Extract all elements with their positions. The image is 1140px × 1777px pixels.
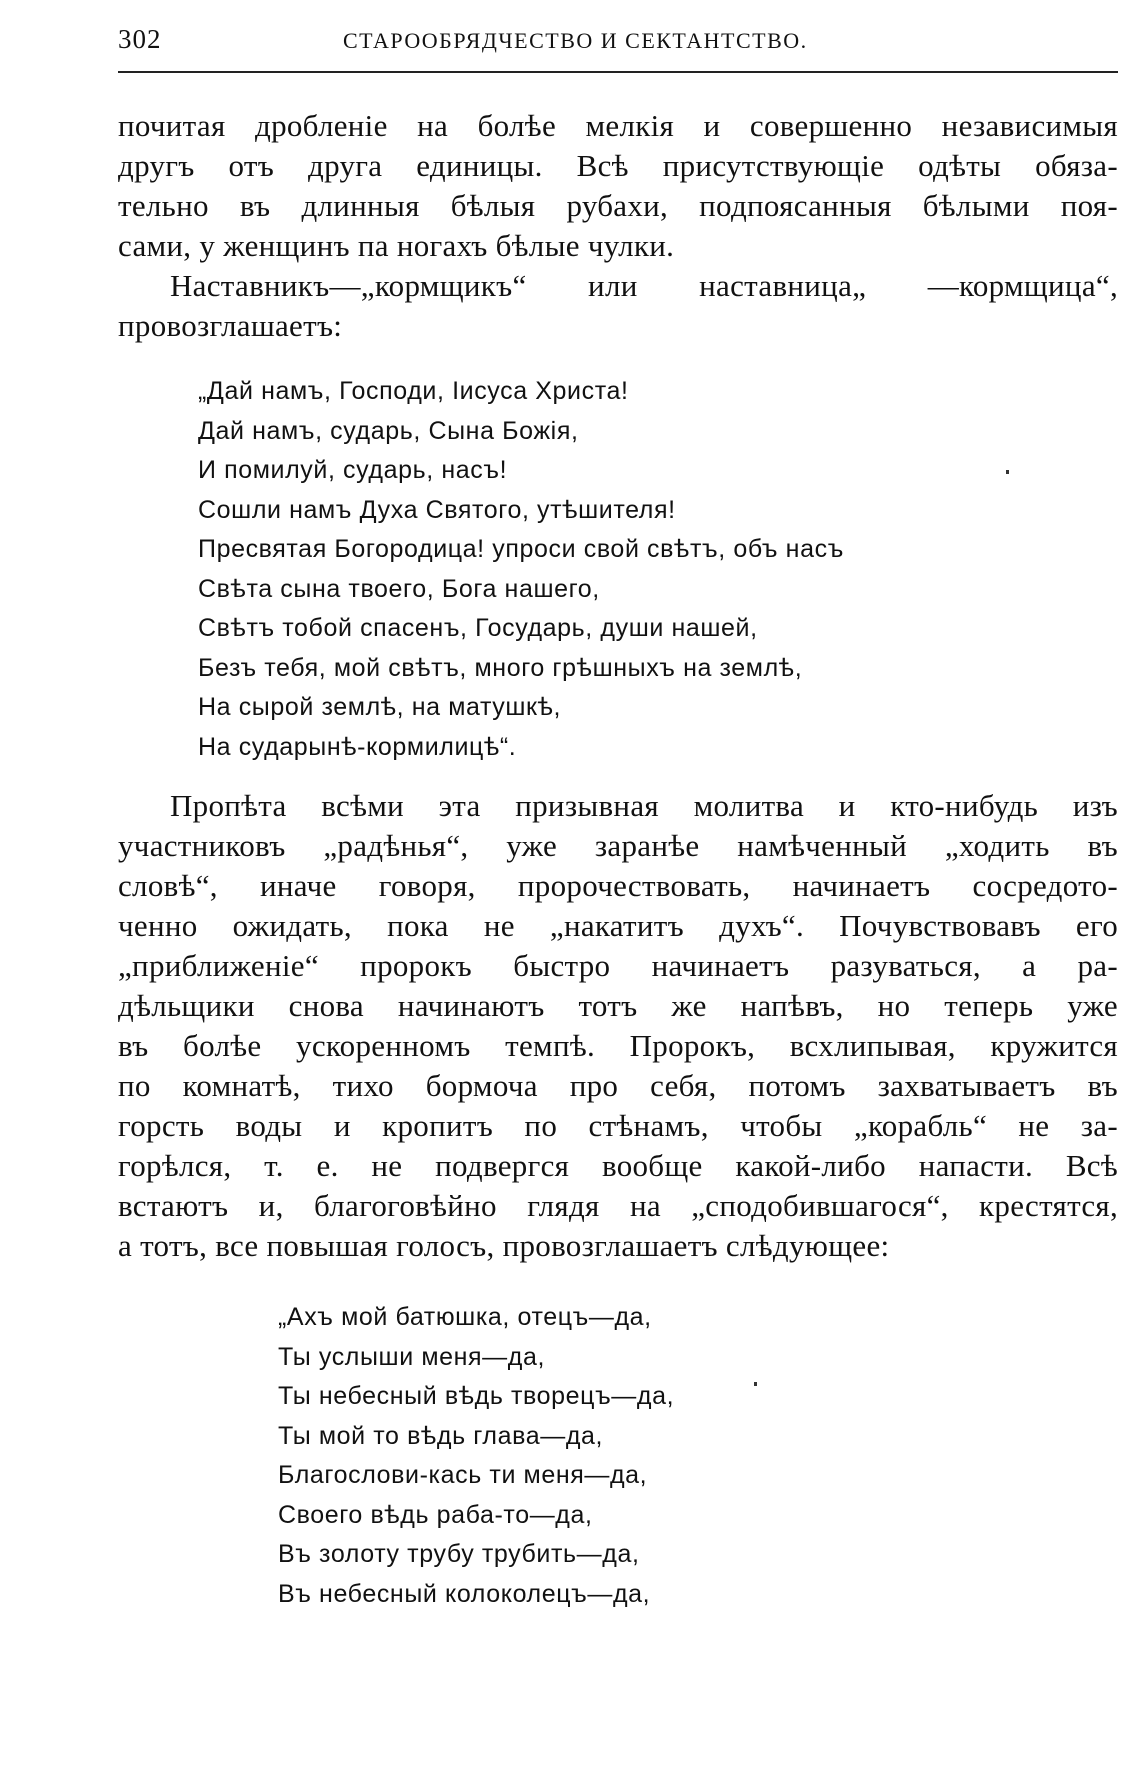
paragraph-3-line: встаютъ и, благоговѣйно глядя на „сподобившагося“, крестятся, <box>118 1188 1118 1223</box>
paragraph-3-line: словѣ“, иначе говоря, пророчествовать, начинаетъ сосредото- <box>118 868 1118 903</box>
verse-2-line: „Ахъ мой батюшка, отецъ—да, <box>278 1303 652 1331</box>
verse-2-line: Въ небесный колоколецъ—да, <box>278 1579 651 1608</box>
verse-2-line: Своего вѣдь раба-то—да, <box>278 1500 593 1529</box>
page-header <box>118 24 1118 64</box>
paragraph-3-line: въ болѣе ускоренномъ темпѣ. Пророкъ, всхлипывая, кружится <box>118 1028 1118 1063</box>
paragraph-3-line: „приближеніе“ пророкъ быстро начинаетъ разуваться, а ра- <box>118 948 1118 983</box>
paragraph-2-line: Наставникъ—„кормщикъ“ или наставница„ —кормщица“, <box>170 268 1118 303</box>
verse-block-2 <box>278 1298 674 1614</box>
verse-1-line: Безъ тебя, мой свѣтъ, много грѣшныхъ на землѣ, <box>198 653 803 682</box>
verse-1-line: Свѣта сына твоего, Бога нашего, <box>198 574 600 603</box>
verse-1-line: И помилуй, сударь, насъ! <box>198 456 508 484</box>
paragraph-3-line: горѣлся, т. е. не подвергся вообще какой-либо напасти. Всѣ <box>118 1148 1118 1183</box>
verse-2-line: Ты мой то вѣдь глава—да, <box>278 1421 604 1450</box>
paragraph-3-line: по комнатѣ, тихо бормоча про себя, потомъ захватываетъ въ <box>118 1068 1118 1103</box>
paragraph-1-line: почитая дробленіе на болѣе мелкія и совершенно независимыя <box>118 108 1118 143</box>
header-rule <box>118 71 1118 73</box>
print-speck <box>1006 470 1009 474</box>
paragraph-3-line: дѣльщики снова начинаютъ тотъ же напѣвъ, но теперь уже <box>118 988 1118 1023</box>
running-title: СТАРООБРЯДЧЕСТВО И СЕКТАНТСТВО. <box>343 28 808 53</box>
prose-block-1 <box>118 106 1118 346</box>
verse-1-line: Дай намъ, сударь, Сына Божія, <box>198 416 579 445</box>
paragraph-1-line: другъ отъ друга единицы. Всѣ присутствующіе одѣты обяза- <box>118 148 1118 183</box>
verse-2-line: Ты небесный вѣдь творецъ—да, <box>278 1382 675 1410</box>
verse-1-line: „Дай намъ, Господи, Іисуса Христа! <box>198 377 629 405</box>
verse-1-line: Пресвятая Богородица! упроси свой свѣтъ, объ насъ <box>198 535 844 563</box>
paragraph-2-line: провозглашаетъ: <box>118 308 343 343</box>
verse-1-line: Свѣтъ тобой спасенъ, Государь, души нашей, <box>198 614 758 642</box>
verse-2-line: Въ золоту трубу трубить—да, <box>278 1540 640 1568</box>
verse-1-line: На сырой землѣ, на матушкѣ, <box>198 693 562 721</box>
verse-block-1 <box>198 372 844 767</box>
verse-1-line: Сошли намъ Духа Святого, утѣшителя! <box>198 495 676 524</box>
paragraph-3-line: ченно ожидать, пока не „накатитъ духъ“. Почувствовавъ его <box>118 908 1118 943</box>
verse-1-line: На сударынѣ-кормилицѣ“. <box>198 732 517 761</box>
paragraph-1-line: сами, у женщинъ па ногахъ бѣлые чулки. <box>118 228 675 263</box>
verse-2-line: Благослови-кась ти меня—да, <box>278 1461 648 1489</box>
verse-2-line: Ты услыши меня—да, <box>278 1342 546 1371</box>
paragraph-1-line: тельно въ длинныя бѣлыя рубахи, подпоясанныя бѣлыми поя- <box>118 188 1118 223</box>
prose-block-2 <box>118 786 1118 1266</box>
paragraph-3-line: Пропѣта всѣми эта призывная молитва и кто-нибудь изъ <box>170 788 1118 823</box>
paragraph-3-line: горсть воды и кропитъ по стѣнамъ, чтобы „корабль“ не за- <box>118 1108 1118 1143</box>
page-number: 302 <box>118 24 162 54</box>
print-speck <box>754 1382 757 1386</box>
paragraph-3-line: участниковъ „радѣнья“, уже заранѣе намѣченный „ходить въ <box>118 828 1118 863</box>
paragraph-3-line: а тотъ, все повышая голосъ, провозглашаетъ слѣдующее: <box>118 1228 890 1263</box>
